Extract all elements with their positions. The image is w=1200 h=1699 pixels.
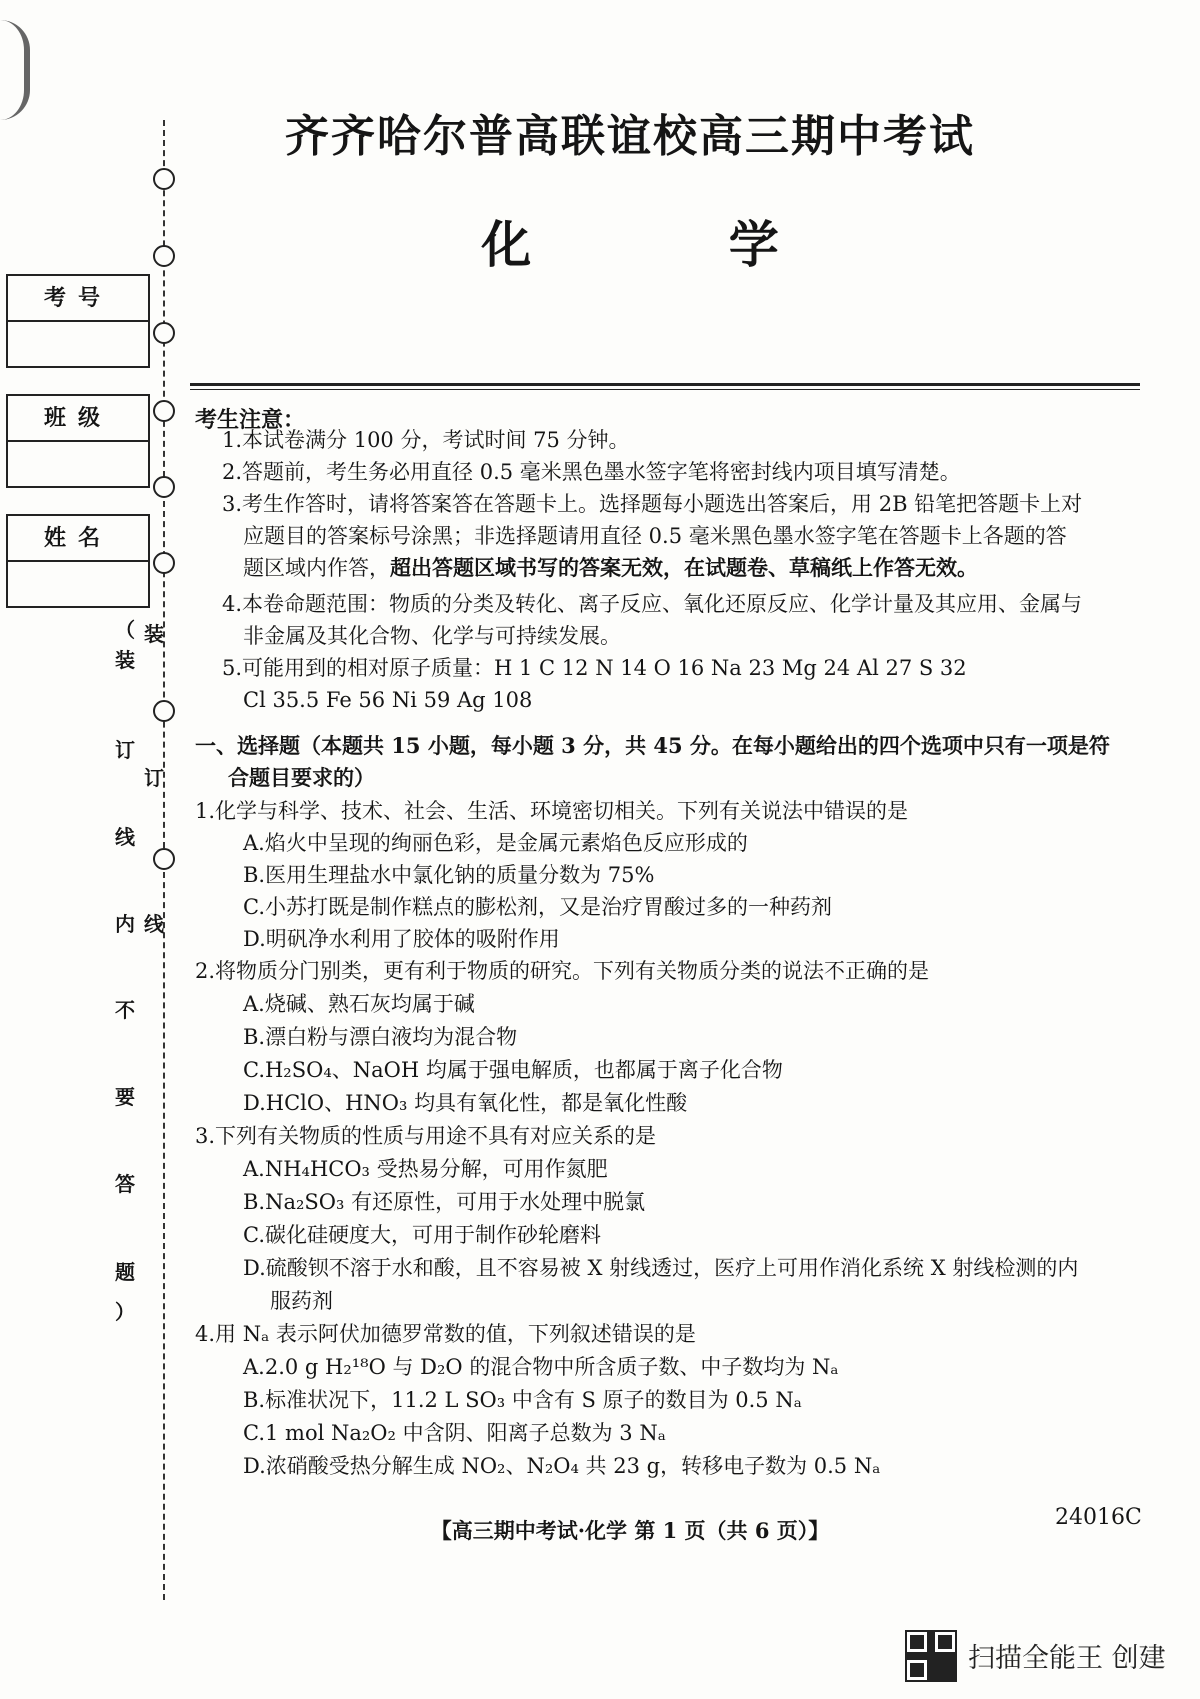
binding-hole <box>153 245 175 267</box>
question-option: A.焰火中呈现的绚丽色彩，是金属元素焰色反应形成的 <box>243 831 748 855</box>
question-option: A.NH₄HCO₃ 受热易分解，可用作氮肥 <box>243 1157 608 1181</box>
question-option: B.漂白粉与漂白液均为混合物 <box>243 1025 518 1049</box>
page-footer: 【高三期中考试·化学 第 1 页（共 6 页）】 <box>430 1518 830 1543</box>
question-stem: 2.将物质分门别类，更有利于物质的研究。下列有关物质分类的说法不正确的是 <box>195 959 930 983</box>
question-option: A.烧碱、熟石灰均属于碱 <box>243 992 475 1016</box>
binding-char: 答 <box>115 1172 135 1196</box>
scanner-watermark: 扫描全能王 创建 <box>968 1643 1166 1674</box>
question-option-cont: 服药剂 <box>270 1289 333 1313</box>
question-option: D.浓硝酸受热分解生成 NO₂、N₂O₄ 共 23 g，转移电子数为 0.5 Nₐ <box>243 1454 881 1478</box>
question-option: D.明矾净水利用了胶体的吸附作用 <box>243 927 560 951</box>
question-stem: 4.用 Nₐ 表示阿伏加德罗常数的值，下列叙述错误的是 <box>195 1322 696 1346</box>
question-option: C.H₂SO₄、NaOH 均属于强电解质，也都属于离子化合物 <box>243 1058 783 1082</box>
binding-hole <box>153 322 175 344</box>
binding-hole <box>153 552 175 574</box>
note-bold-text: 超出答题区域书写的答案无效，在试题卷、草稿纸上作答无效。 <box>390 555 978 580</box>
name-field[interactable] <box>8 562 148 606</box>
exam-number-label: 考号 <box>8 276 148 322</box>
question-option: A.2.0 g H₂¹⁸O 与 D₂O 的混合物中所含质子数、中子数均为 Nₐ <box>243 1355 839 1379</box>
section-heading: 一、选择题（本题共 15 小题，每小题 3 分，共 45 分。在每小题给出的四个选项中只有一项是符 <box>195 733 1110 758</box>
note-line: 3.考生作答时，请将答案答在答题卡上。选择题每小题选出答案后，用 2B 铅笔把答题卡上对 <box>222 492 1083 516</box>
paper-code: 24016C <box>1055 1505 1142 1530</box>
question-option: B.医用生理盐水中氯化钠的质量分数为 75% <box>243 863 655 887</box>
question-option: C.小苏打既是制作糕点的膨松剂，又是治疗胃酸过多的一种药剂 <box>243 895 832 919</box>
binding-char: 题 <box>115 1260 135 1284</box>
binding-hole <box>153 400 175 422</box>
binding-char: 内 <box>115 912 135 936</box>
binding-char: ） <box>115 1300 135 1324</box>
note-line: 4.本卷命题范围：物质的分类及转化、离子反应、氧化还原反应、化学计量及其应用、金属与 <box>222 592 1083 616</box>
note-line: 5.可能用到的相对原子质量：H 1 C 12 N 14 O 16 Na 23 Mg 24 Al 27 S 32 <box>222 656 967 680</box>
note-line: Cl 35.5 Fe 56 Ni 59 Ag 108 <box>243 688 533 712</box>
binding-char: 装 <box>115 648 135 672</box>
question-stem: 1.化学与科学、技术、社会、生活、环境密切相关。下列有关说法中错误的是 <box>195 799 909 823</box>
binding-char: 要 <box>115 1085 135 1109</box>
question-stem: 3.下列有关物质的性质与用途不具有对应关系的是 <box>195 1124 657 1148</box>
question-option: C.1 mol Na₂O₂ 中含阴、阳离子总数为 3 Nₐ <box>243 1421 666 1445</box>
note-line: 1.本试卷满分 100 分，考试时间 75 分钟。 <box>222 428 630 452</box>
question-option: B.标准状况下，11.2 L SO₃ 中含有 S 原子的数目为 0.5 Nₐ <box>243 1388 802 1412</box>
binding-char: （ <box>115 618 135 642</box>
binding-char: 装 <box>144 622 164 646</box>
section-heading-cont: 合题目要求的） <box>228 765 375 790</box>
question-option: D.硫酸钡不溶于水和酸，且不容易被 X 射线透过，医疗上可用作消化系统 X 射线检测的内 <box>243 1256 1079 1280</box>
scan-edge-shadow <box>0 20 30 120</box>
note-line: 应题目的答案标号涂黑；非选择题请用直径 0.5 毫米黑色墨水签字笔在答题卡上各题的答 <box>243 524 1067 548</box>
binding-hole <box>153 700 175 722</box>
name-label: 姓名 <box>8 516 148 562</box>
binding-hole <box>153 848 175 870</box>
question-option: B.Na₂SO₃ 有还原性，可用于水处理中脱氯 <box>243 1190 646 1214</box>
class-label: 班级 <box>8 396 148 442</box>
class-box <box>6 394 150 488</box>
header-rule-thin <box>190 389 1140 390</box>
binding-char: 订 <box>144 766 164 790</box>
binding-char: 不 <box>115 998 135 1022</box>
note-text: 题区域内作答， <box>243 556 390 580</box>
header-rule <box>190 383 1140 386</box>
name-box <box>6 514 150 608</box>
binding-char: 线 <box>115 825 135 849</box>
binding-char: 线 <box>144 912 164 936</box>
exam-title: 齐齐哈尔普高联谊校高三期中考试 <box>285 111 975 162</box>
exam-number-box <box>6 274 150 368</box>
exam-number-field[interactable] <box>8 322 148 366</box>
qr-code-icon <box>905 1630 957 1682</box>
binding-hole <box>153 168 175 190</box>
note-line: 2.答题前，考生务必用直径 0.5 毫米黑色墨水签字笔将密封线内项目填写清楚。 <box>222 460 961 484</box>
binding-char: 订 <box>115 738 135 762</box>
note-line: 非金属及其化合物、化学与可持续发展。 <box>243 624 621 648</box>
question-option: C.碳化硅硬度大，可用于制作砂轮磨料 <box>243 1223 601 1247</box>
class-field[interactable] <box>8 442 148 486</box>
note-line <box>243 552 978 584</box>
notes-title: 考生注意： <box>195 407 306 433</box>
question-option: D.HClO、HNO₃ 均具有氧化性，都是氧化性酸 <box>243 1091 688 1115</box>
binding-hole <box>153 476 175 498</box>
subject-title: 化 学 <box>481 215 869 274</box>
